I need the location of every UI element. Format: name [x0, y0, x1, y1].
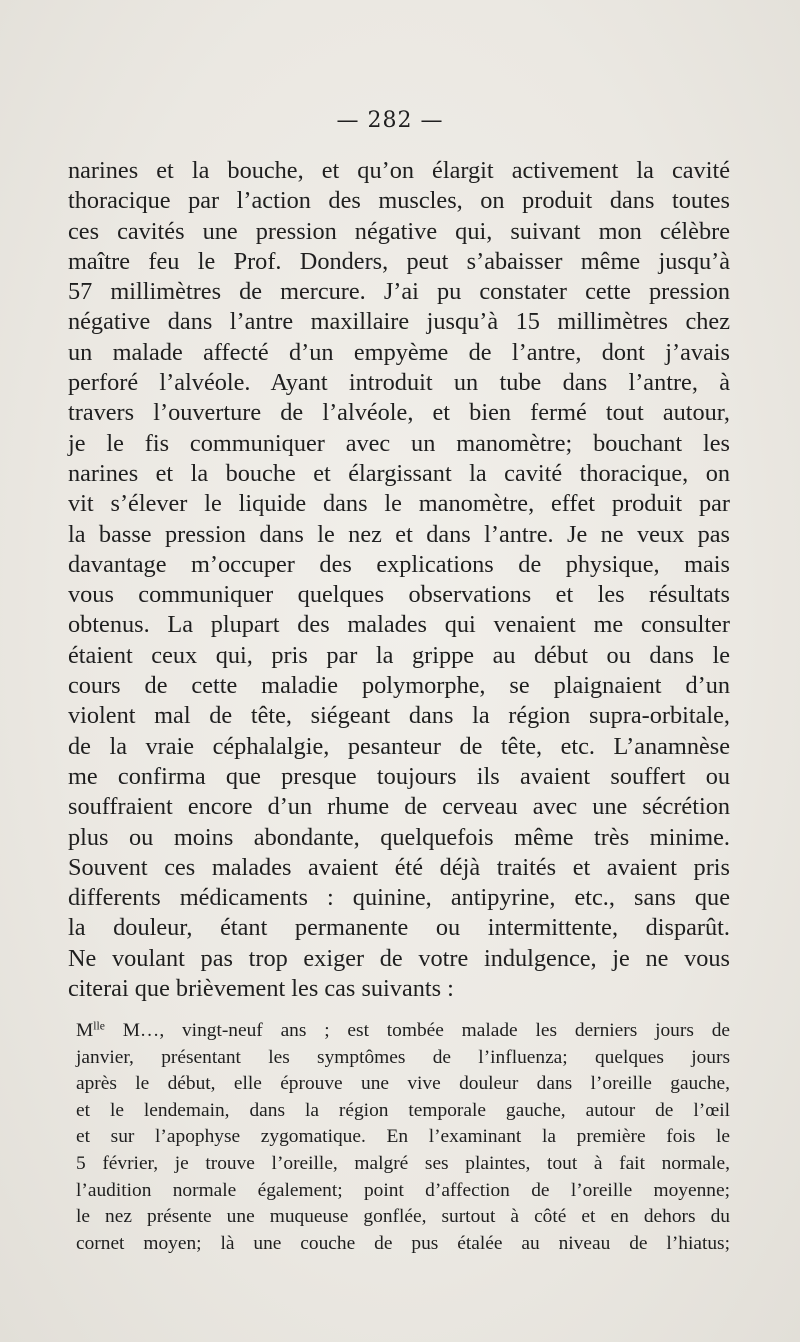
text-line: la douleur, étant permanente ou intermittente, disparût. — [68, 914, 730, 942]
text-line: un malade affecté d’un empyème de l’antre, dont j’avais — [68, 338, 730, 366]
text-line: négative dans l’antre maxillaire jusqu’à 15 millimètres chez — [68, 308, 730, 336]
text-line: narines et la bouche et élargissant la cavité thoracique, on — [68, 459, 730, 487]
text-line: perforé l’alvéole. Ayant introduit un tube dans l’antre, à — [68, 369, 730, 397]
text-line: cours de cette maladie polymorphe, se plaignaient d’un — [68, 672, 730, 700]
text-line: thoracique par l’action des muscles, on produit dans toutes — [68, 187, 730, 215]
text-line: violent mal de tête, siégeant dans la région supra-orbitale, — [68, 702, 730, 730]
text-line: differents médicaments : quinine, antipyrine, etc., sans que — [68, 884, 730, 912]
text-line: davantage m’occuper des explications de physique, mais — [68, 550, 730, 578]
case-note-line: l’audition normale également; point d’affection de l’oreille moyenne; — [76, 1179, 730, 1201]
case-note-first-line — [76, 1018, 730, 1045]
case-note-line: 5 février, je trouve l’oreille, malgré ses plaintes, tout à fait normale, — [76, 1152, 730, 1174]
case-note-line: janvier, présentant les symptômes de l’influenza; quelques jours — [76, 1046, 730, 1068]
case-note-first-line-text: M…, vingt-neuf ans ; est tombée malade les derniers jours de — [104, 1020, 730, 1041]
text-line: ces cavités une pression négative qui, suivant mon célèbre — [68, 217, 730, 245]
case-note-title: M — [76, 1020, 94, 1041]
case-note-line: et le lendemain, dans la région temporale gauche, autour de l’œil — [76, 1099, 730, 1121]
text-line: souffraient encore d’un rhume de cerveau avec une sécrétion — [68, 793, 730, 821]
page-number: — 282 — — [336, 108, 444, 133]
case-note-line: le nez présente une muqueuse gonflée, surtout à côté et en dehors du — [76, 1206, 730, 1228]
text-line: 57 millimètres de mercure. J’ai pu constater cette pression — [68, 278, 730, 306]
case-note-line: cornet moyen; là une couche de pus étalée au niveau de l’hiatus; — [76, 1232, 730, 1254]
main-paragraph — [68, 156, 730, 1004]
text-line: la basse pression dans le nez et dans l’antre. Je ne veux pas — [68, 520, 730, 548]
case-note-title-superscript: lle — [93, 1019, 105, 1033]
text-line: plus ou moins abondante, quelquefois même très minime. — [68, 823, 730, 851]
text-line: vit s’élever le liquide dans le manomètre, effet produit par — [68, 490, 730, 518]
text-line: obtenus. La plupart des malades qui venaient me consulter — [68, 611, 730, 639]
text-line: Souvent ces malades avaient été déjà traités et avaient pris — [68, 853, 730, 881]
text-line: vous communiquer quelques observations et les résultats — [68, 581, 730, 609]
text-line: me confirma que presque toujours ils avaient souffert ou — [68, 762, 730, 790]
case-note — [76, 1018, 730, 1257]
text-line: citerai que brièvement les cas suivants : — [68, 975, 454, 1003]
text-line: de la vraie céphalalgie, pesanteur de tête, etc. L’anamnèse — [68, 732, 730, 760]
text-line: je le fis communiquer avec un manomètre; bouchant les — [68, 429, 730, 457]
text-line: étaient ceux qui, pris par la grippe au début ou dans le — [68, 641, 730, 669]
case-note-line: et sur l’apophyse zygomatique. En l’examinant la première fois le — [76, 1126, 730, 1148]
text-line: narines et la bouche, et qu’on élargit activement la cavité — [68, 157, 730, 184]
case-note-line: après le début, elle éprouve une vive douleur dans l’oreille gauche, — [76, 1073, 730, 1095]
text-line: maître feu le Prof. Donders, peut s’abaisser même jusqu’à — [68, 247, 730, 275]
text-line: travers l’ouverture de l’alvéole, et bien fermé tout autour, — [68, 399, 730, 427]
text-line: Ne voulant pas trop exiger de votre indulgence, je ne vous — [68, 944, 730, 972]
